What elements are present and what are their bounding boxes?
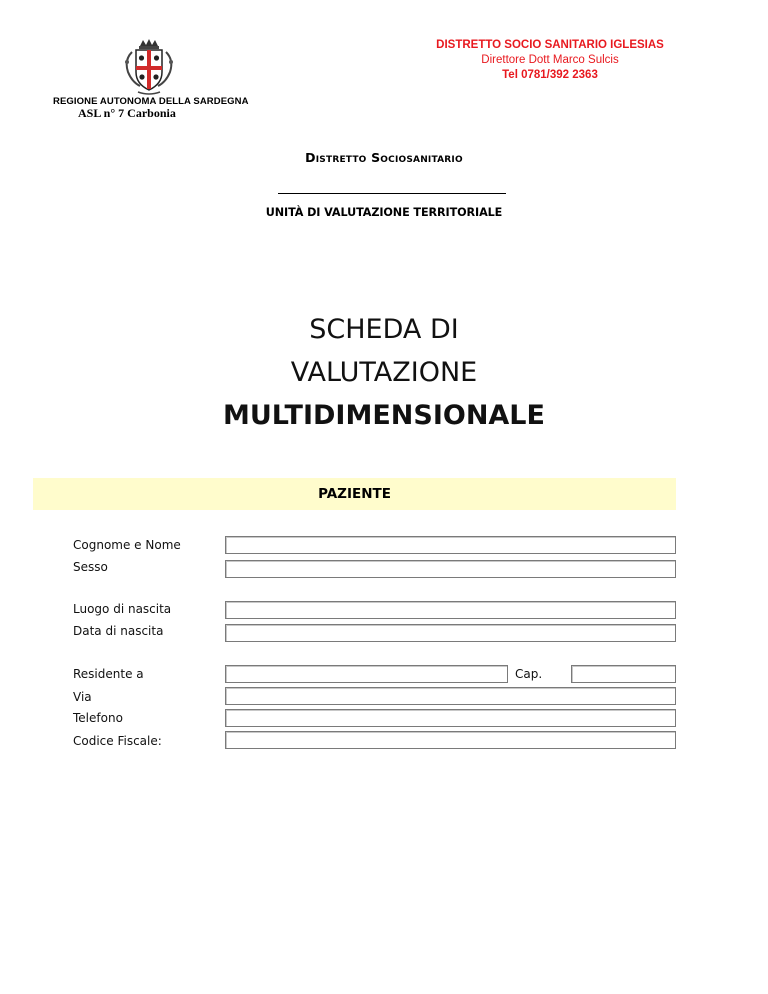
data-nascita-label: Data di nascita: [73, 624, 164, 638]
luogo-nascita-label: Luogo di nascita: [73, 602, 172, 616]
page-title-line-1: SCHEDA DI: [309, 314, 459, 345]
telefono-field[interactable]: [225, 709, 676, 727]
residente-field[interactable]: [225, 665, 508, 683]
unita-heading: UNITÀ DI VALUTAZIONE TERRITORIALE: [265, 206, 503, 219]
via-label: Via: [73, 690, 92, 704]
cognome-nome-label: Cognome e Nome: [73, 538, 181, 552]
region-name: REGIONE AUTONOMA DELLA SARDEGNA: [53, 96, 249, 107]
data-nascita-field[interactable]: [225, 624, 676, 642]
cap-label: Cap.: [515, 667, 543, 681]
sesso-label: Sesso: [73, 560, 108, 574]
heading-divider: [278, 193, 506, 194]
codice-fiscale-label: Codice Fiscale:: [73, 734, 162, 748]
distretto-heading: Distretto Sociosanitario: [305, 150, 463, 165]
asl-name: ASL n° 7 Carbonia: [78, 106, 176, 120]
district-header: [400, 38, 700, 83]
page-title: [0, 308, 768, 437]
residente-label: Residente a: [73, 667, 144, 681]
codice-fiscale-field[interactable]: [225, 731, 676, 749]
sesso-field[interactable]: [225, 560, 676, 578]
district-director: Direttore Dott Marco Sulcis: [481, 54, 619, 66]
page-title-line-2: VALUTAZIONE: [290, 357, 478, 388]
telefono-label: Telefono: [73, 711, 123, 725]
paziente-section-label: PAZIENTE: [318, 486, 391, 502]
sardinia-crest-icon: [118, 38, 180, 96]
luogo-nascita-field[interactable]: [225, 601, 676, 619]
via-field[interactable]: [225, 687, 676, 705]
cognome-nome-field[interactable]: [225, 536, 676, 554]
district-name: DISTRETTO SOCIO SANITARIO IGLESIAS: [436, 39, 664, 51]
paziente-section-bar: [33, 478, 676, 510]
cap-field[interactable]: [571, 665, 676, 683]
district-phone: Tel 0781/392 2363: [502, 69, 598, 81]
page-title-line-3: MULTIDIMENSIONALE: [223, 400, 545, 431]
